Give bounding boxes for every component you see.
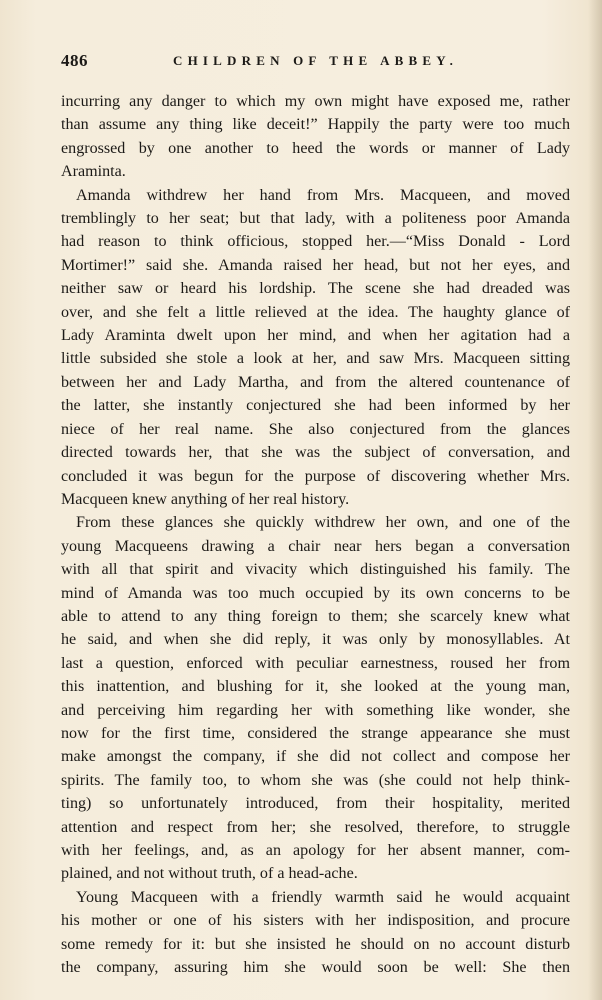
page-edge-shadow: [588, 0, 602, 1000]
text-line: engrossed by one another to heed the words or manner of Lady: [61, 139, 570, 157]
text-line: than assume any thing like deceit!” Happily the party were too much: [61, 116, 570, 134]
text-line: his mother or one of his sisters with her indisposition, and procure: [61, 912, 570, 930]
text-line: ting) so unfortunately introduced, from their hospitality, merited: [61, 795, 570, 813]
text-line: and perceiving him regarding her with something like wonder, she: [61, 701, 570, 719]
page-header: [61, 51, 541, 73]
text-line: Amanda withdrew her hand from Mrs. Macqueen, and moved: [76, 186, 570, 204]
text-line: attention and respect from her; she resolved, therefore, to struggle: [61, 818, 570, 836]
paragraph: [61, 886, 570, 980]
text-line: Lady Araminta dwelt upon her mind, and when her agitation had a: [61, 327, 570, 345]
text-line: From these glances she quickly withdrew her own, and one of the: [76, 514, 570, 532]
text-line: Young Macqueen with a friendly warmth said he would acquaint: [76, 888, 570, 906]
text-line: Macqueen knew anything of her real history.: [61, 490, 350, 508]
text-line: make amongst the company, if she did not collect and compose her: [61, 748, 570, 766]
paragraph: [61, 90, 570, 184]
text-line: neither saw or heard his lordship. The scene she had dreaded was: [61, 280, 570, 298]
text-line: between her and Lady Martha, and from the altered countenance of: [61, 373, 570, 391]
text-line: the latter, she instantly conjectured she had been informed by her: [61, 397, 570, 415]
text-line: now for the first time, considered the strange appearance she must: [61, 724, 570, 742]
text-line: concluded it was begun for the purpose of discovering whether Mrs.: [61, 467, 570, 485]
text-line: over, and she felt a little relieved at the idea. The haughty glance of: [61, 303, 570, 321]
text-line: spirits. The family too, to whom she was (she could not help think-: [61, 771, 570, 789]
text-line: directed towards her, that she was the subject of conversation, and: [61, 444, 570, 462]
text-line: able to attend to any thing foreign to them; she scarcely knew what: [61, 607, 570, 625]
text-line: incurring any danger to which my own might have exposed me, rather: [61, 93, 570, 110]
running-title: CHILDREN OF THE ABBEY.: [173, 53, 459, 68]
text-line: had reason to think officious, stopped her.—“Miss Donald - Lord: [61, 233, 570, 251]
paragraph: [61, 511, 570, 886]
text-line: he said, and when she did reply, it was only by monosyllables. At: [61, 631, 570, 649]
text-line: plained, and not without truth, of a head-ache.: [61, 865, 358, 883]
text-line: the company, assuring him she would soon be well: She then: [61, 959, 570, 977]
text-line: some remedy for it: but she insisted he should on no account disturb: [61, 935, 570, 953]
text-line: this inattention, and blushing for it, she looked at the young man,: [61, 678, 570, 696]
text-line: mind of Amanda was too much occupied by its own concerns to be: [61, 584, 570, 602]
text-line: niece of her real name. She also conjectured from the glances: [61, 420, 570, 438]
text-line: tremblingly to her seat; but that lady, with a politeness poor Amanda: [61, 210, 570, 228]
text-line: with her feelings, and, as an apology for her absent manner, com-: [61, 842, 570, 859]
text-line: last a question, enforced with peculiar earnestness, roused her from: [61, 654, 570, 672]
text-line: little subsided she stole a look at her, and saw Mrs. Macqueen sitting: [61, 350, 570, 368]
paragraph: [61, 184, 570, 512]
page-number: 486: [61, 51, 88, 70]
text-line: young Macqueens drawing a chair near hers began a conversation: [61, 537, 570, 555]
body-text: [61, 90, 570, 979]
text-line: Mortimer!” said she. Amanda raised her head, but not her eyes, and: [61, 256, 570, 274]
text-line: Araminta.: [61, 163, 126, 181]
text-line: with all that spirit and vivacity which distinguished his family. The: [61, 561, 570, 579]
